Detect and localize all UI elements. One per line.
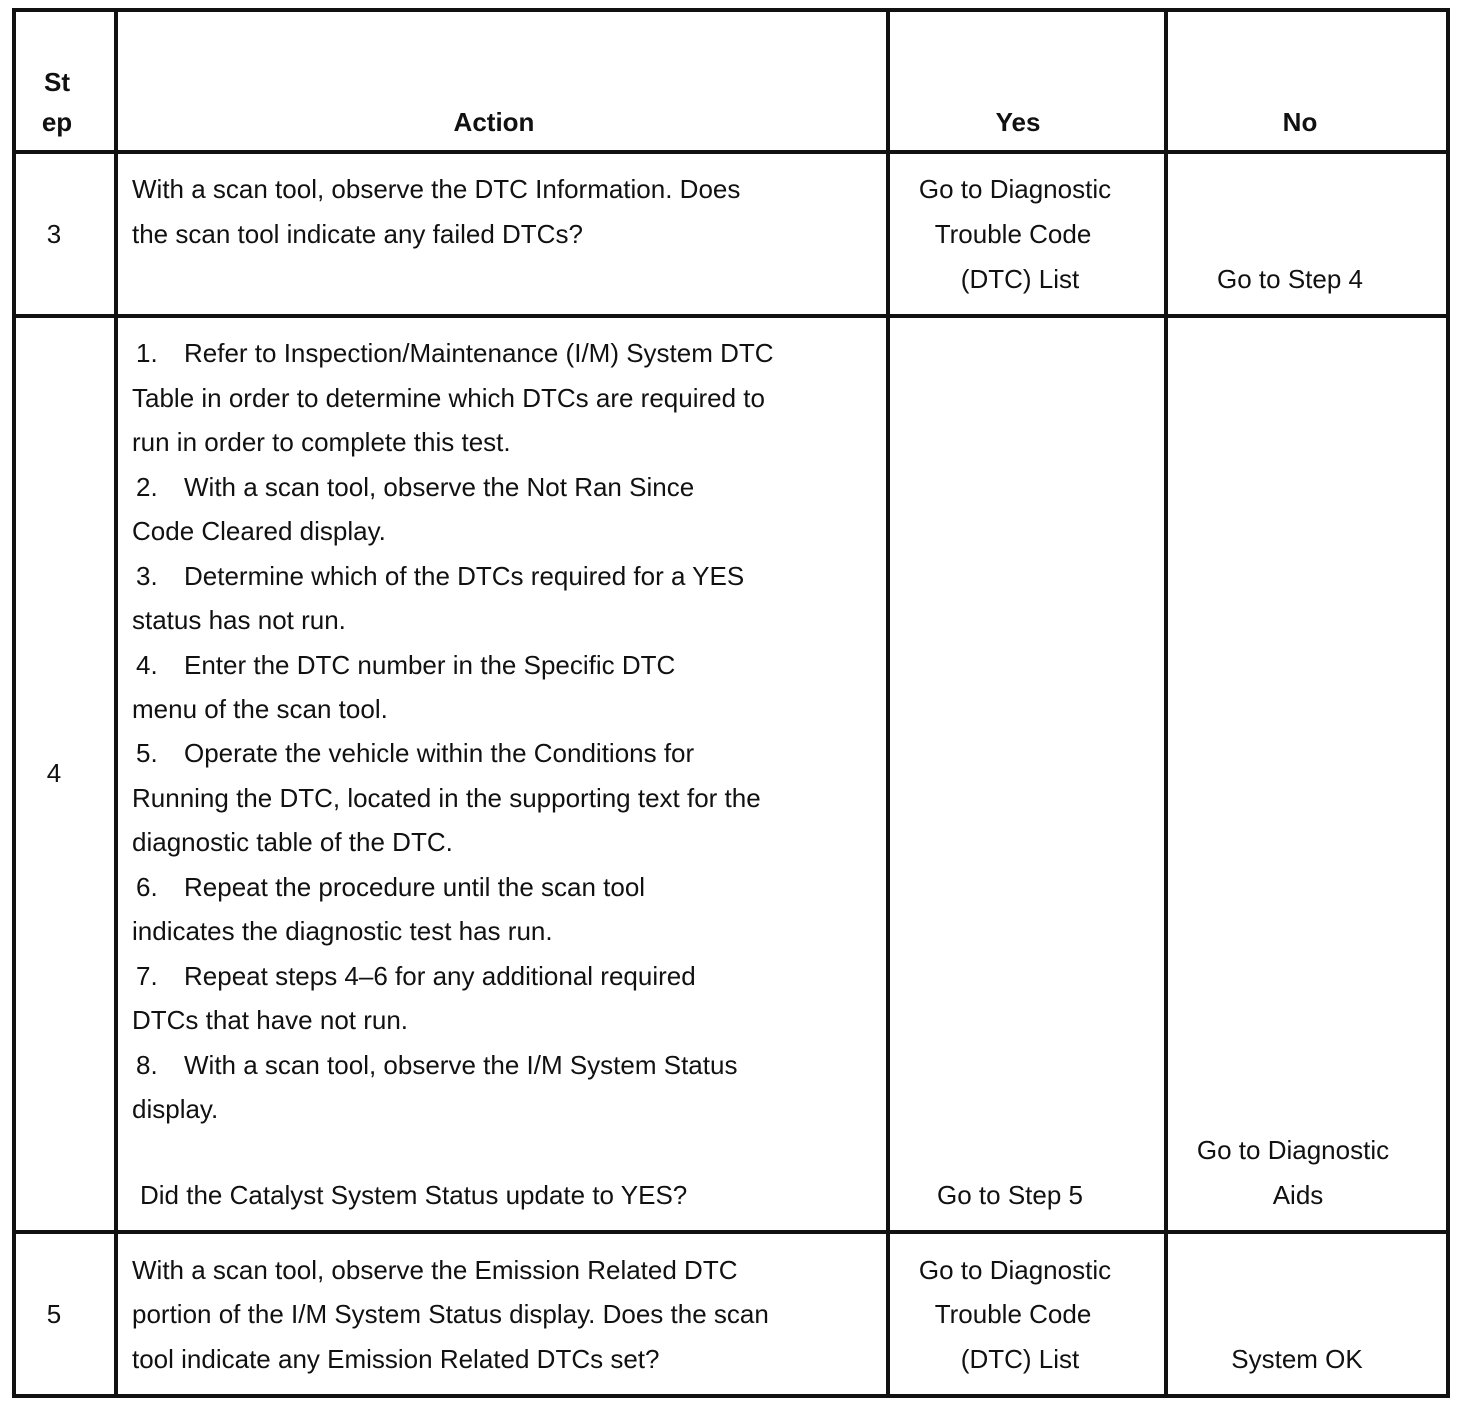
list-item-number: 1.: [136, 338, 158, 368]
step-3-no-line: Go to Step 4: [1217, 264, 1363, 294]
step-5-action-line: portion of the I/M System Status display. Does the scan: [132, 1299, 769, 1329]
step-4-list-item-continued: status has not run.: [132, 605, 346, 635]
step-4-list-item: [132, 472, 694, 502]
header-step-line1: St: [44, 67, 70, 97]
step-5-number: 5: [46, 1299, 62, 1329]
header-step-line2: ep: [41, 107, 73, 137]
step-3-action-line: the scan tool indicate any failed DTCs?: [132, 219, 583, 249]
step-5-yes-line: (DTC) List: [960, 1344, 1080, 1374]
step-3-yes-line: Go to Diagnostic: [918, 174, 1112, 204]
list-item-text: Repeat the procedure until the scan tool: [184, 872, 646, 902]
step-4-list-item-continued: diagnostic table of the DTC.: [132, 827, 453, 857]
step-3-number: 3: [46, 219, 62, 249]
list-item-number: 3.: [136, 561, 158, 591]
list-item-text: Operate the vehicle within the Conditions for: [184, 738, 695, 768]
step-4-list-item: [132, 872, 645, 902]
step-5-yes-line: Go to Diagnostic: [918, 1255, 1112, 1285]
step-4-list-item: [132, 338, 774, 368]
list-item-number: 4.: [136, 650, 158, 680]
list-item-number: 8.: [136, 1050, 158, 1080]
table-border-top: [12, 8, 1450, 12]
step-4-list-item: [132, 650, 675, 680]
step-4-no-line: Go to Diagnostic: [1196, 1135, 1390, 1165]
list-item-text: With a scan tool, observe the I/M System Status: [184, 1050, 738, 1080]
step-4-list-item-continued: Running the DTC, located in the supporting text for the: [132, 783, 761, 813]
list-item-text: Refer to Inspection/Maintenance (I/M) System DTC: [184, 338, 774, 368]
step-4-number: 4: [46, 758, 62, 788]
step-4-list-item-continued: DTCs that have not run.: [132, 1005, 409, 1035]
step-3-yes-line: (DTC) List: [960, 264, 1080, 294]
step-4-no-line: Aids: [1272, 1180, 1324, 1210]
header-divider: [12, 150, 1450, 154]
step-5-action-line: With a scan tool, observe the Emission Related DTC: [132, 1255, 738, 1285]
list-item-number: 6.: [136, 872, 158, 902]
step-4-list-item: [132, 561, 744, 591]
step-3-yes-line: Trouble Code: [934, 219, 1092, 249]
step-4-list-item-continued: Code Cleared display.: [132, 516, 386, 546]
step-4-list-item: [132, 738, 694, 768]
column-divider-yes-no: [1164, 8, 1168, 1398]
table-border-left: [12, 8, 16, 1398]
header-no: No: [1282, 107, 1318, 137]
header-yes: Yes: [995, 107, 1041, 137]
step-4-list-item-continued: run in order to complete this test.: [132, 427, 511, 457]
table-border-bottom: [12, 1394, 1450, 1398]
list-item-number: 5.: [136, 738, 158, 768]
step-4-yes-line: Go to Step 5: [937, 1180, 1083, 1210]
step-4-list-item: [132, 961, 696, 991]
step-4-list-item-continued: indicates the diagnostic test has run.: [132, 916, 553, 946]
step-5-yes-line: Trouble Code: [934, 1299, 1092, 1329]
step-3-action-line: With a scan tool, observe the DTC Information. Does: [132, 174, 741, 204]
list-item-number: 7.: [136, 961, 158, 991]
step-5-no-line: System OK: [1231, 1344, 1363, 1374]
step-4-list-item: [132, 1050, 737, 1080]
row-divider-3-4: [12, 314, 1450, 318]
table-border-right: [1446, 8, 1450, 1398]
list-item-text: Enter the DTC number in the Specific DTC: [184, 650, 676, 680]
step-5-action-line: tool indicate any Emission Related DTCs set?: [132, 1344, 660, 1374]
step-4-list-item-continued: Table in order to determine which DTCs are required to: [132, 383, 765, 413]
list-item-text: With a scan tool, observe the Not Ran Since: [184, 472, 695, 502]
column-divider-action-yes: [886, 8, 890, 1398]
row-divider-4-5: [12, 1230, 1450, 1234]
step-4-list-item-continued: menu of the scan tool.: [132, 694, 388, 724]
step-4-question: Did the Catalyst System Status update to YES?: [140, 1180, 688, 1210]
list-item-text: Determine which of the DTCs required for a YES: [184, 561, 745, 591]
list-item-text: Repeat steps 4–6 for any additional required: [184, 961, 696, 991]
list-item-number: 2.: [136, 472, 158, 502]
header-action: Action: [453, 107, 535, 137]
column-divider-step-action: [114, 8, 118, 1398]
step-4-list-item-continued: display.: [132, 1094, 219, 1124]
